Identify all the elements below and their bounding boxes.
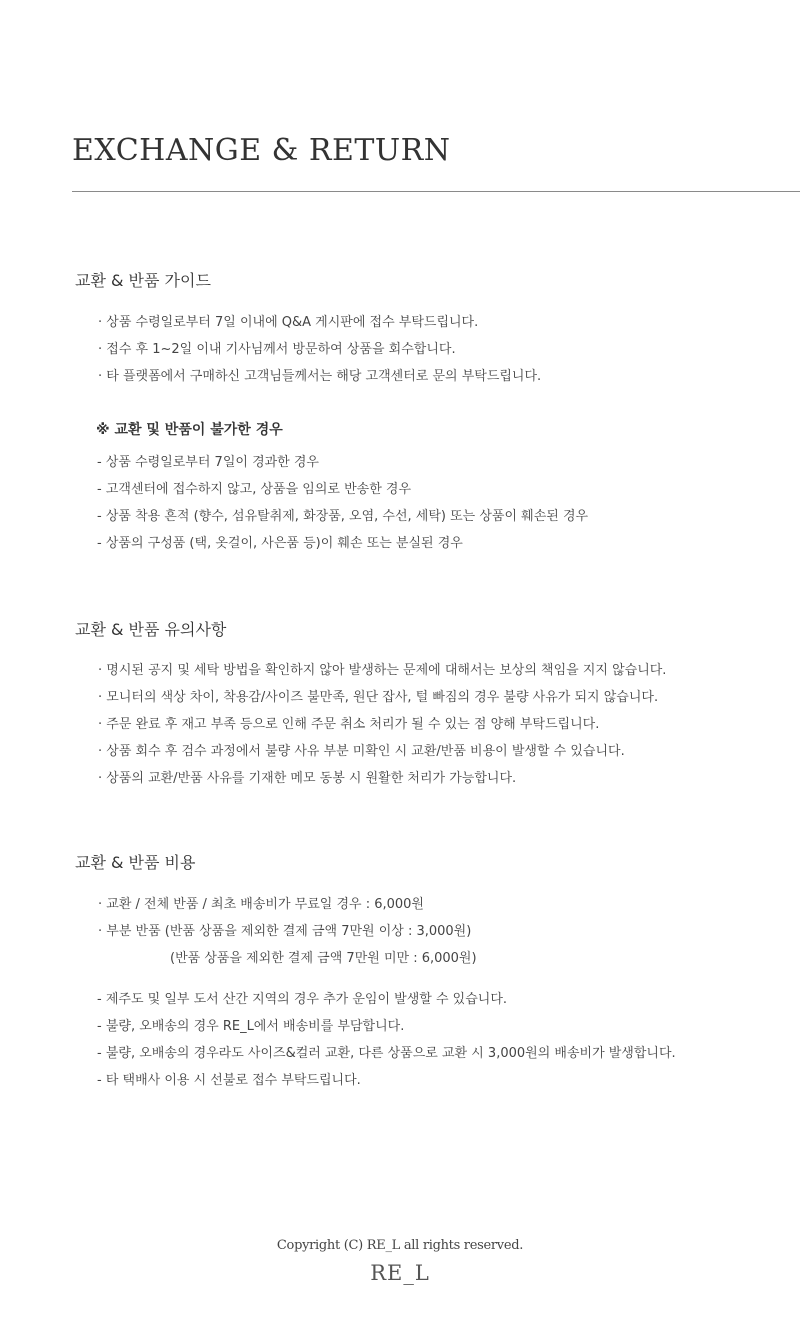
notes-item: · 상품의 교환/반품 사유를 기재한 메모 동봉 시 원활한 처리가 가능합니다. bbox=[98, 771, 517, 786]
guide-heading: 교환 & 반품 가이드 bbox=[75, 271, 211, 290]
costs-heading: 교환 & 반품 비용 bbox=[75, 853, 196, 872]
costs-extra-item: - 제주도 및 일부 도서 산간 지역의 경우 추가 운임이 발생할 수 있습니다. bbox=[97, 992, 508, 1007]
costs-extra-item: - 불량, 오배송의 경우라도 사이즈&컬러 교환, 다른 상품으로 교환 시 3,000원의 배송비가 발생합니다. bbox=[97, 1046, 676, 1061]
unavailable-item: - 상품의 구성품 (택, 옷걸이, 사은품 등)이 훼손 또는 분실된 경우 bbox=[97, 536, 463, 551]
footer-logo: RE_L bbox=[370, 1261, 430, 1285]
costs-extra-item: - 타 택배사 이용 시 선불로 접수 부탁드립니다. bbox=[97, 1073, 361, 1088]
unavailable-heading: ※ 교환 및 반품이 불가한 경우 bbox=[96, 422, 283, 438]
notes-item: · 모니터의 색상 차이, 착용감/사이즈 불만족, 원단 잡사, 털 빠짐의 경우 불량 사유가 되지 않습니다. bbox=[98, 690, 659, 705]
unavailable-item: - 상품 착용 흔적 (향수, 섬유탈취제, 화장품, 오염, 수선, 세탁) 또는 상품이 훼손된 경우 bbox=[97, 509, 589, 524]
footer-copyright: Copyright (C) RE_L all rights reserved. bbox=[276, 1238, 524, 1253]
guide-item: · 접수 후 1~2일 이내 기사님께서 방문하여 상품을 회수합니다. bbox=[98, 342, 456, 357]
title-divider bbox=[72, 191, 800, 192]
notes-item: · 명시된 공지 및 세탁 방법을 확인하지 않아 발생하는 문제에 대해서는 보상의 책임을 지지 않습니다. bbox=[98, 663, 667, 678]
guide-item: · 상품 수령일로부터 7일 이내에 Q&A 게시판에 접수 부탁드립니다. bbox=[98, 315, 479, 330]
page-title: EXCHANGE & RETURN bbox=[72, 133, 451, 168]
guide-item: · 타 플랫폼에서 구매하신 고객님들께서는 해당 고객센터로 문의 부탁드립니다. bbox=[98, 369, 542, 384]
notes-item: · 상품 회수 후 검수 과정에서 불량 사유 부분 미확인 시 교환/반품 비용이 발생할 수 있습니다. bbox=[98, 744, 625, 759]
costs-item: · 교환 / 전체 반품 / 최초 배송비가 무료일 경우 : 6,000원 bbox=[98, 897, 424, 912]
notes-item: · 주문 완료 후 재고 부족 등으로 인해 주문 취소 처리가 될 수 있는 점 양해 부탁드립니다. bbox=[98, 717, 600, 732]
unavailable-item: - 고객센터에 접수하지 않고, 상품을 임의로 반송한 경우 bbox=[97, 482, 412, 497]
costs-extra-item: - 불량, 오배송의 경우 RE_L에서 배송비를 부담합니다. bbox=[97, 1019, 405, 1034]
notes-heading: 교환 & 반품 유의사항 bbox=[75, 620, 227, 639]
unavailable-item: - 상품 수령일로부터 7일이 경과한 경우 bbox=[97, 455, 319, 470]
costs-item: · 부분 반품 (반품 상품을 제외한 결제 금액 7만원 이상 : 3,000원) bbox=[98, 924, 472, 939]
costs-indent-item: (반품 상품을 제외한 결제 금액 7만원 미만 : 6,000원) bbox=[170, 951, 477, 966]
